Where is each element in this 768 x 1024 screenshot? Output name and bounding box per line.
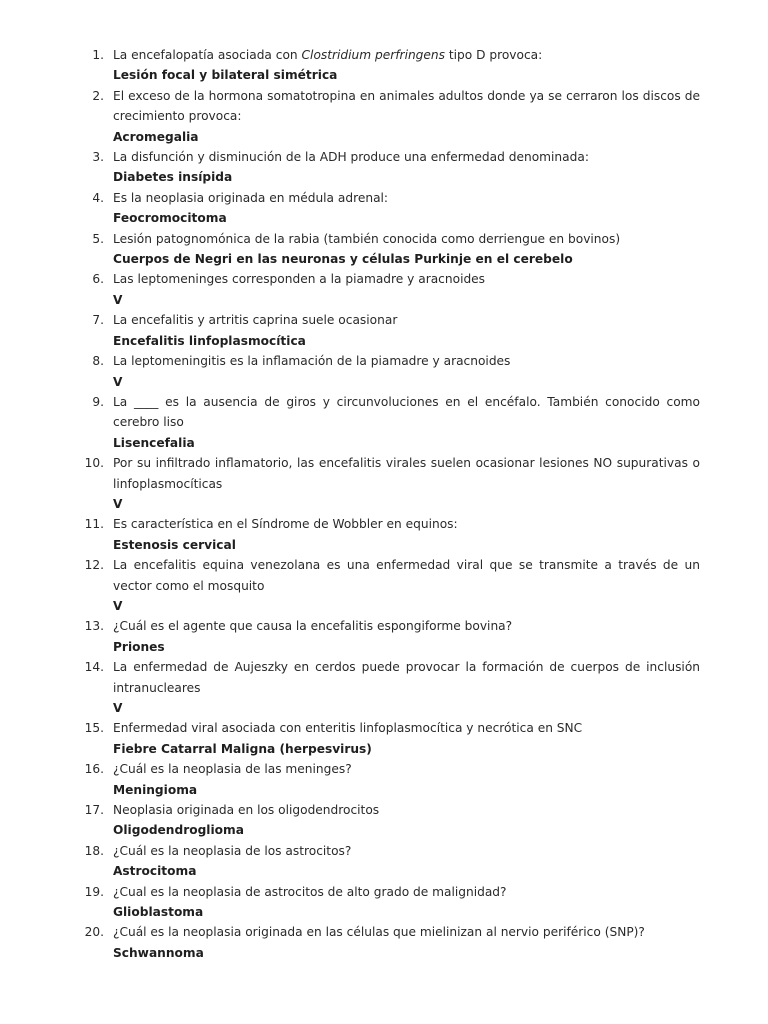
- question-text: La disfunción y disminución de la ADH produce una enfermedad denominada:: [113, 150, 589, 165]
- list-item: [0, 269, 768, 310]
- answer-text: V: [113, 598, 123, 613]
- list-item: [0, 229, 768, 270]
- list-item: [0, 882, 768, 923]
- question-text: ¿Cual es la neoplasia de astrocitos de alto grado de malignidad?: [113, 884, 507, 899]
- question-text: ¿Cuál es la neoplasia de las meninges?: [113, 762, 352, 777]
- item-number: 6.: [92, 272, 104, 287]
- item-number: 13.: [84, 619, 104, 634]
- list-item: [0, 188, 768, 229]
- answer-text: Lesión focal y bilateral simétrica: [113, 68, 338, 83]
- question-text: Por su infiltrado inflamatorio, las encefalitis virales suelen ocasionar lesiones NO supurativas o linfoplasmocíticas: [113, 456, 700, 491]
- item-number: 5.: [92, 231, 104, 246]
- question-text: La encefalitis equina venezolana es una enfermedad viral que se transmite a través de un vector como el mosquito: [113, 558, 700, 593]
- item-number: 1.: [92, 48, 104, 62]
- item-number: 12.: [84, 558, 104, 573]
- answer-text: Priones: [113, 639, 165, 654]
- answer-text: Acromegalia: [113, 129, 199, 144]
- item-number: 19.: [84, 884, 104, 899]
- answer-text: Lisencefalia: [113, 435, 195, 450]
- item-number: 10.: [84, 456, 104, 471]
- list-item: [0, 800, 768, 841]
- question-text: La ____ es la ausencia de giros y circunvoluciones en el encéfalo. También conocido como cerebro liso: [113, 394, 700, 430]
- item-number: 14.: [84, 660, 104, 675]
- item-number: 8.: [92, 354, 104, 369]
- question-text: La enfermedad de Aujeszky en cerdos puede provocar la formación de cuerpos de inclusión intranucleares: [113, 660, 700, 695]
- question-text: Las leptomeninges corresponden a la piamadre y aracnoides: [113, 272, 486, 287]
- list-item: [0, 922, 768, 963]
- item-number: 17.: [84, 803, 104, 818]
- document-page: [0, 45, 768, 963]
- question-text: Lesión patognomónica de la rabia (también conocida como derriengue en bovinos): [113, 231, 621, 246]
- item-number: 9.: [92, 394, 104, 409]
- question-text: Enfermedad viral asociada con enteritis linfoplasmocítica y necrótica en SNC: [113, 721, 583, 736]
- question-text: Neoplasia originada en los oligodendrocitos: [113, 803, 380, 818]
- question-text: Es característica en el Síndrome de Wobbler en equinos:: [113, 517, 458, 532]
- list-item: [0, 453, 768, 514]
- item-number: 11.: [84, 517, 104, 532]
- item-number: 16.: [84, 762, 104, 777]
- item-number: 20.: [84, 925, 104, 940]
- answer-text: Estenosis cervical: [113, 537, 236, 552]
- item-number: 18.: [84, 843, 104, 858]
- list-item: [0, 616, 768, 657]
- answer-text: Cuerpos de Negri en las neuronas y células Purkinje en el cerebelo: [113, 252, 573, 267]
- list-item: [0, 514, 768, 555]
- question-text: ¿Cuál es la neoplasia originada en las células que mielinizan al nervio periférico (SNP)?: [113, 925, 645, 940]
- question-text: ¿Cuál es el agente que causa la encefalitis espongiforme bovina?: [113, 619, 513, 634]
- question-text: La encefalopatía asociada con Clostridium perfringens tipo D provoca:: [113, 48, 543, 62]
- answer-text: Schwannoma: [113, 945, 204, 960]
- question-list: [0, 45, 768, 963]
- list-item: [0, 147, 768, 188]
- item-number: 3.: [92, 150, 104, 165]
- list-item: [0, 392, 768, 453]
- answer-text: Feocromocitoma: [113, 211, 227, 226]
- species-name: Clostridium perfringens: [301, 48, 445, 62]
- answer-text: Encefalitis linfoplasmocítica: [113, 333, 306, 348]
- answer-text: V: [113, 374, 123, 389]
- answer-text: Meningioma: [113, 782, 198, 797]
- question-text: La encefalitis y artritis caprina suele ocasionar: [113, 313, 398, 328]
- question-text: ¿Cuál es la neoplasia de los astrocitos?: [113, 843, 352, 858]
- item-number: 2.: [92, 88, 104, 103]
- answer-text: Astrocitoma: [113, 864, 197, 879]
- answer-text: Fiebre Catarral Maligna (herpesvirus): [113, 741, 372, 756]
- answer-text: V: [113, 701, 123, 715]
- list-item: [0, 45, 768, 86]
- answer-text: Glioblastoma: [113, 905, 204, 920]
- list-item: [0, 759, 768, 800]
- list-item: [0, 841, 768, 882]
- question-text: El exceso de la hormona somatotropina en animales adultos donde ya se cerraron los discos de crecimiento provoca:: [113, 88, 700, 124]
- question-text: Es la neoplasia originada en médula adrenal:: [113, 190, 389, 205]
- list-item: [0, 310, 768, 351]
- item-number: 15.: [84, 721, 104, 736]
- answer-text: Oligodendroglioma: [113, 823, 244, 838]
- item-number: 7.: [92, 313, 104, 328]
- list-item: [0, 351, 768, 392]
- answer-text: V: [113, 496, 123, 511]
- item-number: 4.: [92, 190, 104, 205]
- list-item: [0, 718, 768, 759]
- answer-text: V: [113, 292, 123, 307]
- question-text: La leptomeningitis es la inflamación de la piamadre y aracnoides: [113, 354, 511, 369]
- list-item: [0, 657, 768, 718]
- answer-text: Diabetes insípida: [113, 170, 233, 185]
- list-item: [0, 555, 768, 616]
- list-item: [0, 86, 768, 147]
